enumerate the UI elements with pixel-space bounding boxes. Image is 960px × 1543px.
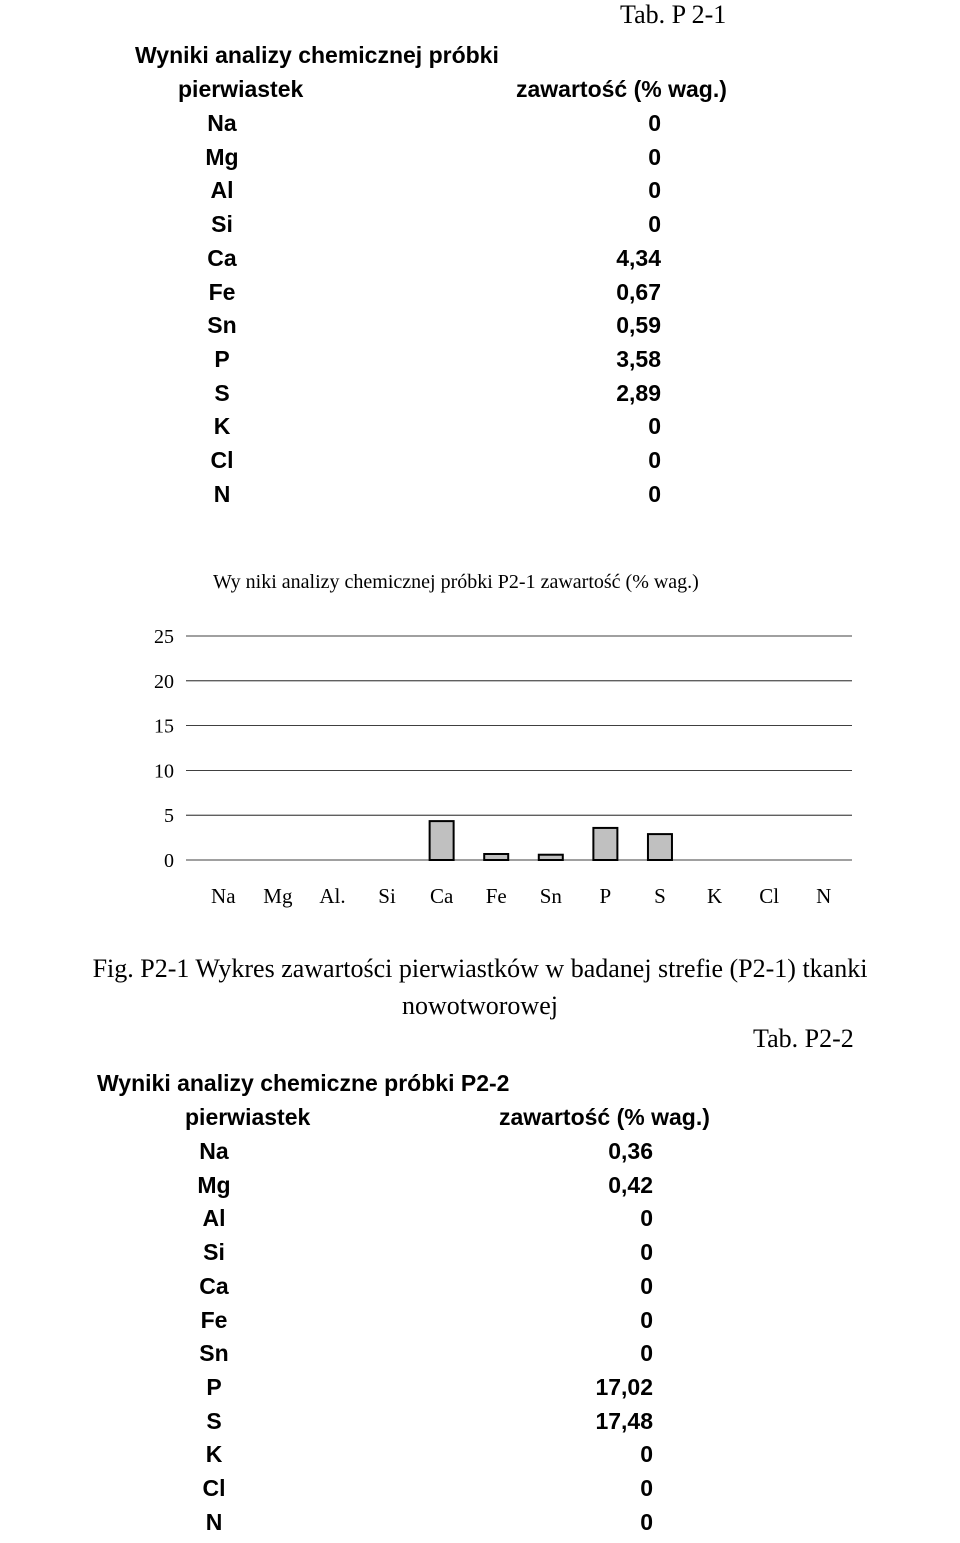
value-cell: 0 xyxy=(648,110,661,136)
table-row xyxy=(0,447,960,481)
x-tick-label: K xyxy=(706,884,723,908)
table-row xyxy=(0,380,960,414)
table-row xyxy=(0,413,960,447)
y-tick-label: 5 xyxy=(164,805,174,828)
column-header-element: pierwiastek xyxy=(185,1104,311,1130)
element-cell: Si xyxy=(203,1239,225,1266)
caption-line-1: Fig. P2-1 Wykres zawartości pierwiastków w badanej strefie (P2-1) tkanki xyxy=(92,954,868,983)
table-title: Wyniki analizy chemiczne próbki P2-2 xyxy=(97,1070,510,1096)
element-cell: N xyxy=(205,1508,223,1535)
value-cell: 0 xyxy=(648,177,661,204)
table-row xyxy=(0,1340,960,1374)
value-cell: 0,42 xyxy=(608,1171,653,1198)
x-tick-label: Mg xyxy=(263,884,293,908)
element-cell: Cl xyxy=(210,447,234,473)
x-tick-label: Si xyxy=(378,884,396,908)
element-cell: S xyxy=(214,379,230,406)
table-row xyxy=(0,144,960,178)
value-cell: 0 xyxy=(640,1205,653,1232)
bar xyxy=(484,854,508,860)
element-cell: Sn xyxy=(199,1340,229,1367)
element-cell: Fe xyxy=(208,278,236,305)
bar-chart xyxy=(0,600,960,920)
element-cell: N xyxy=(213,480,231,507)
value-cell: 0,36 xyxy=(608,1138,653,1164)
x-tick-label: S xyxy=(654,884,666,908)
table-row xyxy=(0,1475,960,1509)
element-cell: Al xyxy=(202,1205,226,1232)
y-tick-label: 0 xyxy=(164,850,174,872)
value-cell: 17,02 xyxy=(595,1373,653,1400)
value-cell: 0 xyxy=(648,143,661,170)
element-cell: Fe xyxy=(200,1306,228,1333)
bar xyxy=(539,855,563,860)
table-row xyxy=(0,110,960,144)
table-row xyxy=(0,1273,960,1307)
x-tick-label: P xyxy=(599,884,612,908)
table-title: Wyniki analizy chemicznej próbki xyxy=(135,42,499,68)
value-cell: 0 xyxy=(648,211,661,238)
x-tick-label: Sn xyxy=(539,884,562,908)
x-tick-label: Na xyxy=(211,884,236,908)
value-cell: 0 xyxy=(648,413,661,440)
table-row xyxy=(0,279,960,313)
value-cell: 4,34 xyxy=(616,244,661,271)
table-row xyxy=(0,1509,960,1543)
table-row xyxy=(0,177,960,211)
figure-caption xyxy=(0,950,960,1024)
table-label: Tab. P 2-1 xyxy=(620,0,727,29)
value-cell: 17,48 xyxy=(595,1407,653,1434)
column-header-value: zawartość (% wag.) xyxy=(516,76,727,102)
element-cell: Na xyxy=(199,1138,229,1164)
y-tick-label: 25 xyxy=(154,626,174,648)
x-tick-label: N xyxy=(816,884,832,908)
y-tick-label: 10 xyxy=(154,760,174,783)
x-tick-label: Fe xyxy=(485,884,507,908)
value-cell: 2,89 xyxy=(616,379,661,406)
x-tick-label: Al. xyxy=(319,884,346,908)
element-cell: K xyxy=(213,413,231,440)
column-header-value: zawartość (% wag.) xyxy=(499,1104,710,1130)
table-row xyxy=(0,1138,960,1172)
element-cell: P xyxy=(214,345,230,372)
value-cell: 0 xyxy=(640,1340,653,1367)
value-cell: 0 xyxy=(648,447,661,473)
element-cell: Mg xyxy=(197,1171,231,1198)
value-cell: 3,58 xyxy=(616,345,661,372)
caption-line-2: nowotworowej xyxy=(402,991,558,1020)
table-row xyxy=(0,1172,960,1206)
value-cell: 0,59 xyxy=(616,312,661,339)
element-cell: S xyxy=(206,1407,222,1434)
table-row xyxy=(0,1239,960,1273)
value-cell: 0 xyxy=(640,1475,653,1501)
element-cell: Mg xyxy=(205,143,239,170)
element-cell: Na xyxy=(207,110,237,136)
element-cell: Cl xyxy=(202,1475,226,1501)
bar xyxy=(648,834,672,860)
y-tick-label: 20 xyxy=(154,670,174,693)
value-cell: 0 xyxy=(640,1272,653,1299)
table-row xyxy=(0,346,960,380)
table-row xyxy=(0,1441,960,1475)
x-tick-label: Cl xyxy=(759,884,780,908)
element-cell: Al xyxy=(210,177,234,204)
table-row xyxy=(0,481,960,515)
element-cell: P xyxy=(206,1373,222,1400)
value-cell: 0 xyxy=(640,1508,653,1535)
table-label: Tab. P2-2 xyxy=(753,1024,854,1053)
column-header-element: pierwiastek xyxy=(178,76,304,102)
table-row xyxy=(0,1307,960,1341)
element-cell: Sn xyxy=(207,312,237,339)
table-row xyxy=(0,312,960,346)
element-cell: Ca xyxy=(199,1272,229,1299)
value-cell: 0 xyxy=(640,1441,653,1468)
element-cell: Si xyxy=(211,211,233,238)
chart-title: Wy niki analizy chemicznej próbki P2-1 zawartość (% wag.) xyxy=(213,571,699,593)
element-cell: K xyxy=(205,1441,223,1468)
table-row xyxy=(0,245,960,279)
table-row xyxy=(0,1374,960,1408)
value-cell: 0 xyxy=(640,1306,653,1333)
bar xyxy=(593,828,617,860)
value-cell: 0,67 xyxy=(616,278,661,305)
x-tick-label: Ca xyxy=(429,884,454,908)
element-cell: Ca xyxy=(207,244,237,271)
value-cell: 0 xyxy=(640,1239,653,1266)
bar xyxy=(430,821,454,860)
table-row xyxy=(0,211,960,245)
table-row xyxy=(0,1205,960,1239)
table-row xyxy=(0,1408,960,1442)
y-tick-label: 15 xyxy=(154,715,174,738)
value-cell: 0 xyxy=(648,480,661,507)
